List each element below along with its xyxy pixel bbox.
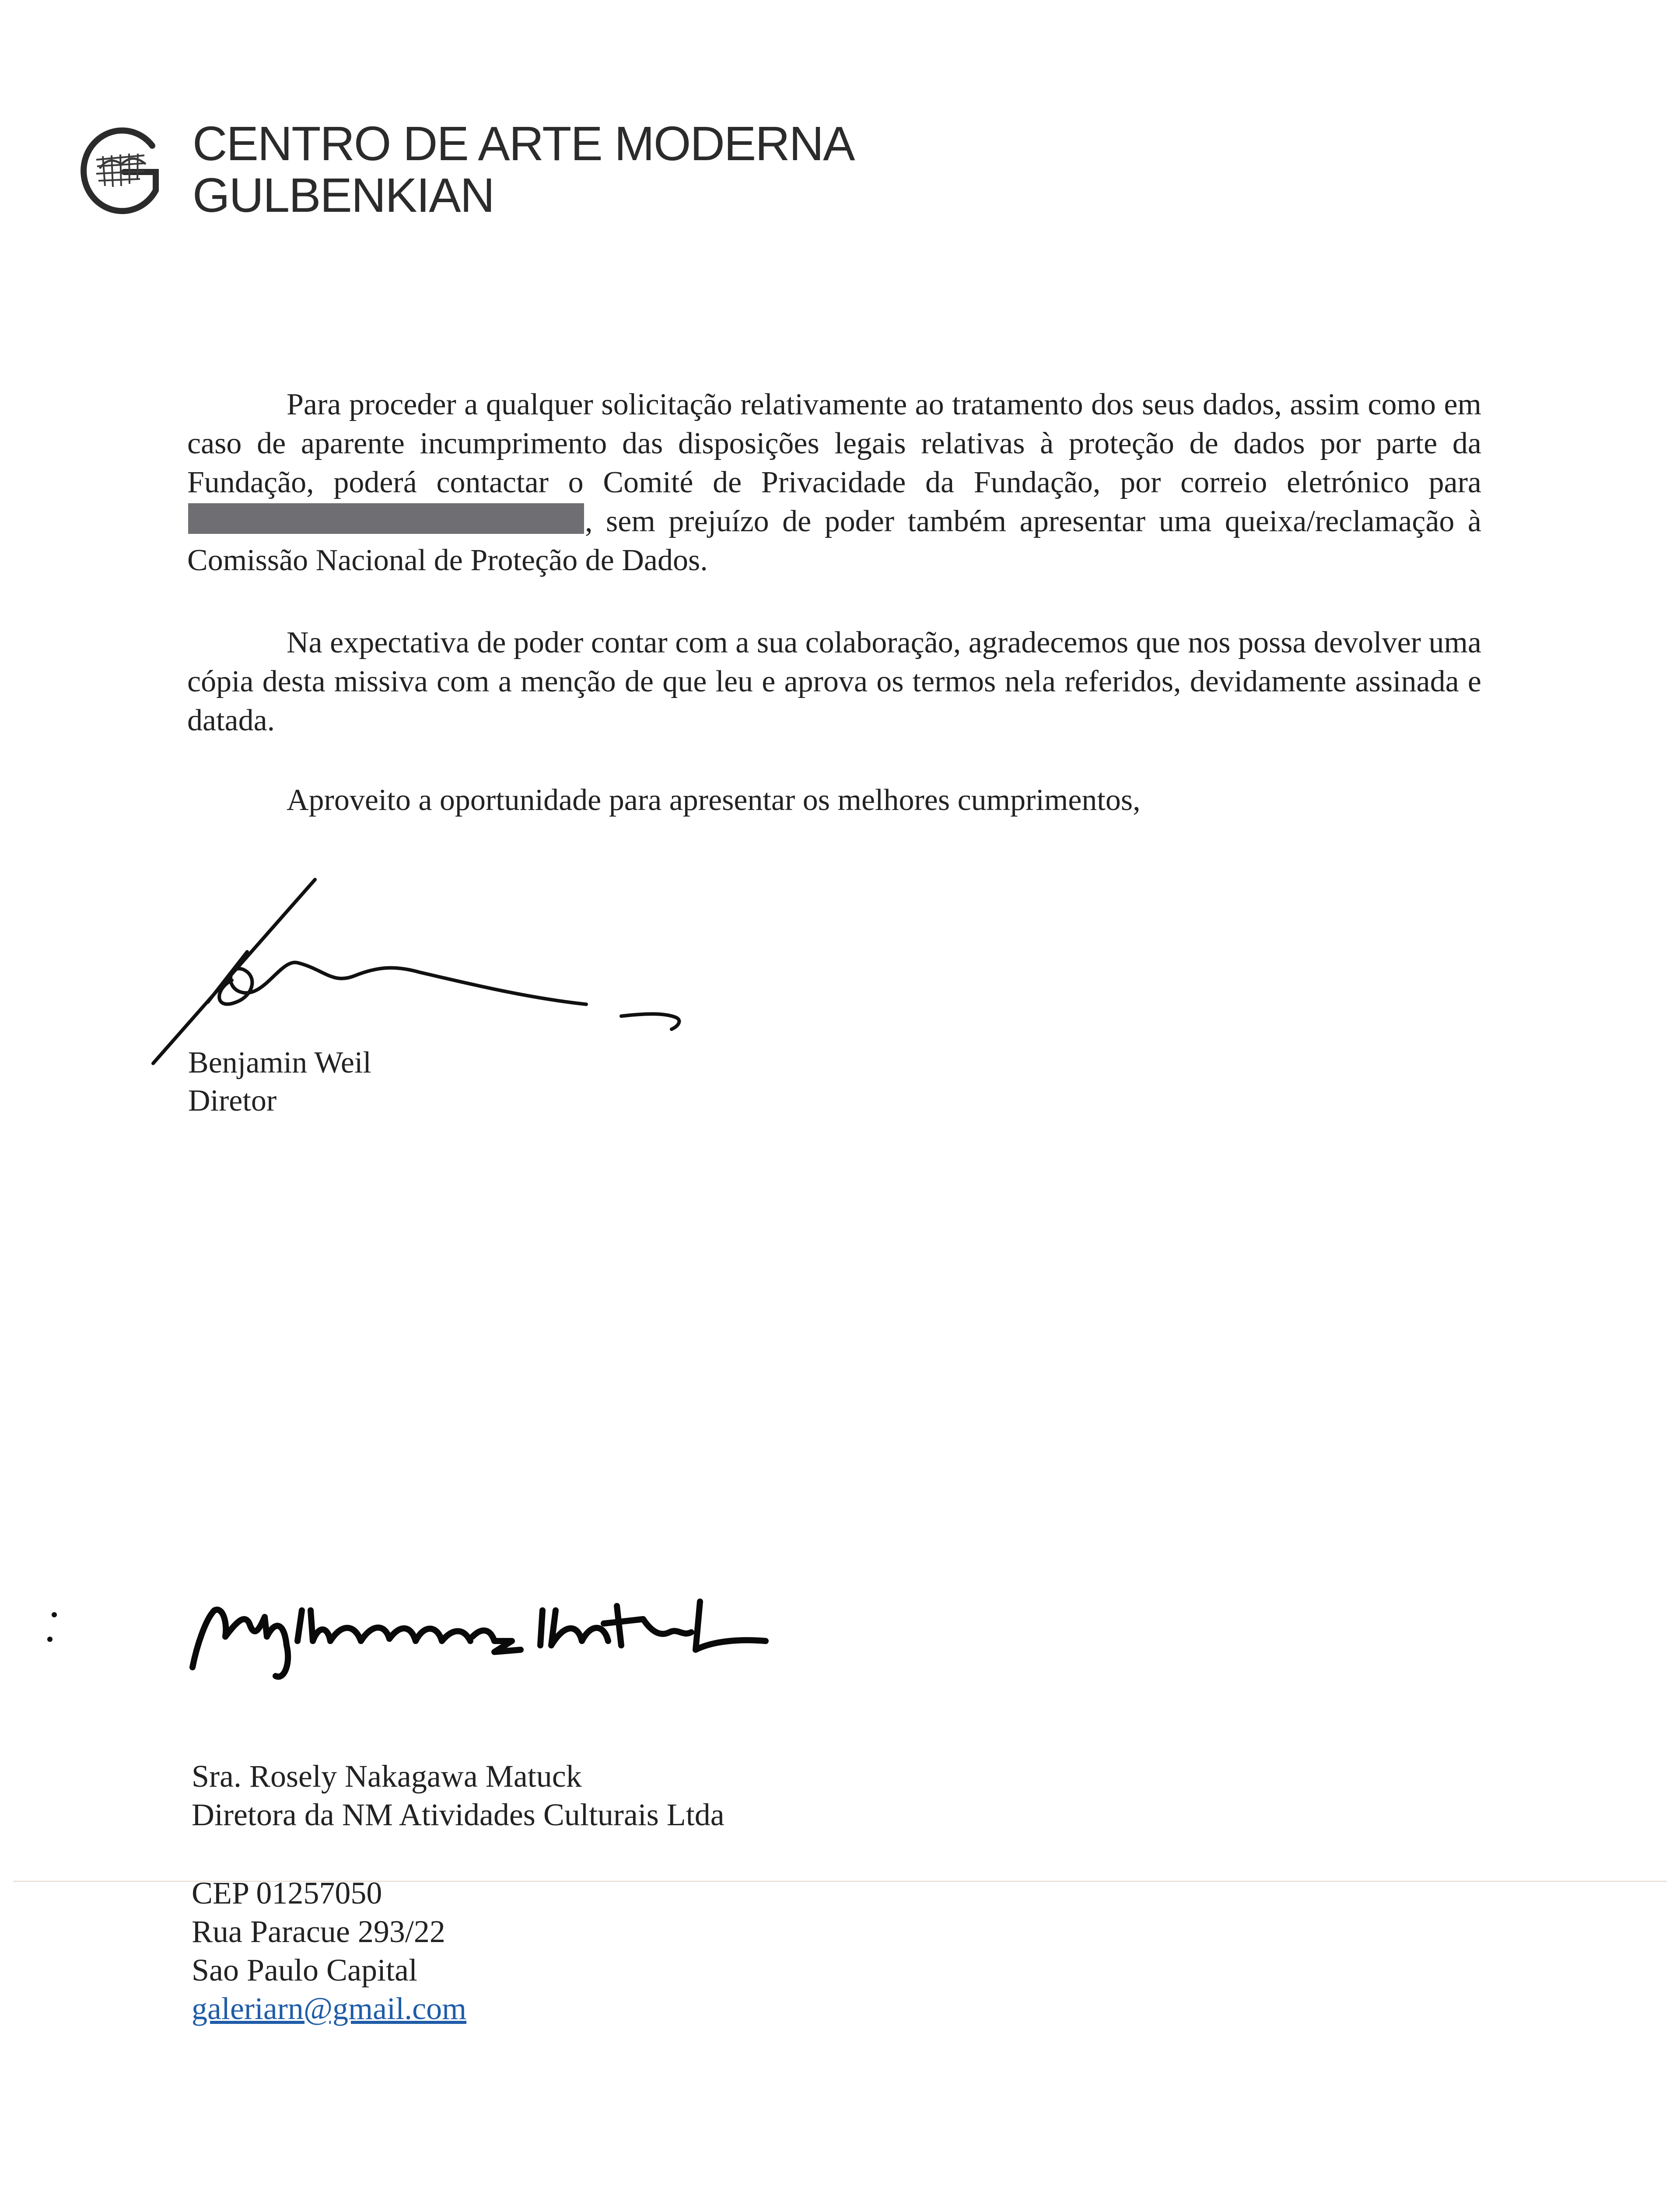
paragraph1-text-end: , sem prejuízo de poder também apresentar uma queixa/reclamação à Comissão Nacional de Proteção de Dados. xyxy=(187,505,1481,577)
recipient-email-link[interactable]: galeriarn@gmail.com xyxy=(192,1991,467,2026)
recipient-block xyxy=(192,1757,724,1834)
recipient-signature xyxy=(39,1575,871,1689)
organization-wordmark xyxy=(192,118,854,221)
paragraph1-text-start: Para proceder a qualquer solicitação relativamente ao tratamento dos seus dados, assim como em caso de aparente incumprimento das disposições legais relativas à proteção de dados por parte da Fundação, poderá contactar o Comité de Privacidade da Fundação, por correio eletrónico para xyxy=(187,388,1481,499)
paragraph-collaboration: Na expectativa de poder contar com a sua colaboração, agradecemos que nos possa devolver uma cópia desta missiva com a menção de que leu e aprova os termos nela referidos, devidamente assinada e datada. xyxy=(187,626,1481,737)
org-name-line1: CENTRO DE ARTE MODERNA xyxy=(192,117,854,171)
closing-line: Aproveito a oportunidade para apresentar os melhores cumprimentos, xyxy=(287,783,1141,817)
org-name-line2: GULBENKIAN xyxy=(192,168,494,222)
recipient-title: Diretora da NM Atividades Culturais Ltda xyxy=(192,1797,724,1832)
signer-name: Benjamin Weil xyxy=(188,1046,371,1080)
paragraph-privacy-contact xyxy=(187,385,1481,580)
gulbenkian-g-logo-icon xyxy=(79,125,162,217)
signer-block xyxy=(188,1044,371,1120)
recipient-address xyxy=(192,1874,466,2028)
address-city: Sao Paulo Capital xyxy=(192,1953,417,1988)
address-street: Rua Paracue 293/22 xyxy=(192,1914,445,1949)
redacted-email-block xyxy=(188,503,584,534)
signer-title: Diretor xyxy=(188,1084,277,1118)
address-cep: CEP 01257050 xyxy=(192,1876,382,1911)
recipient-name: Sra. Rosely Nakagawa Matuck xyxy=(192,1759,582,1794)
